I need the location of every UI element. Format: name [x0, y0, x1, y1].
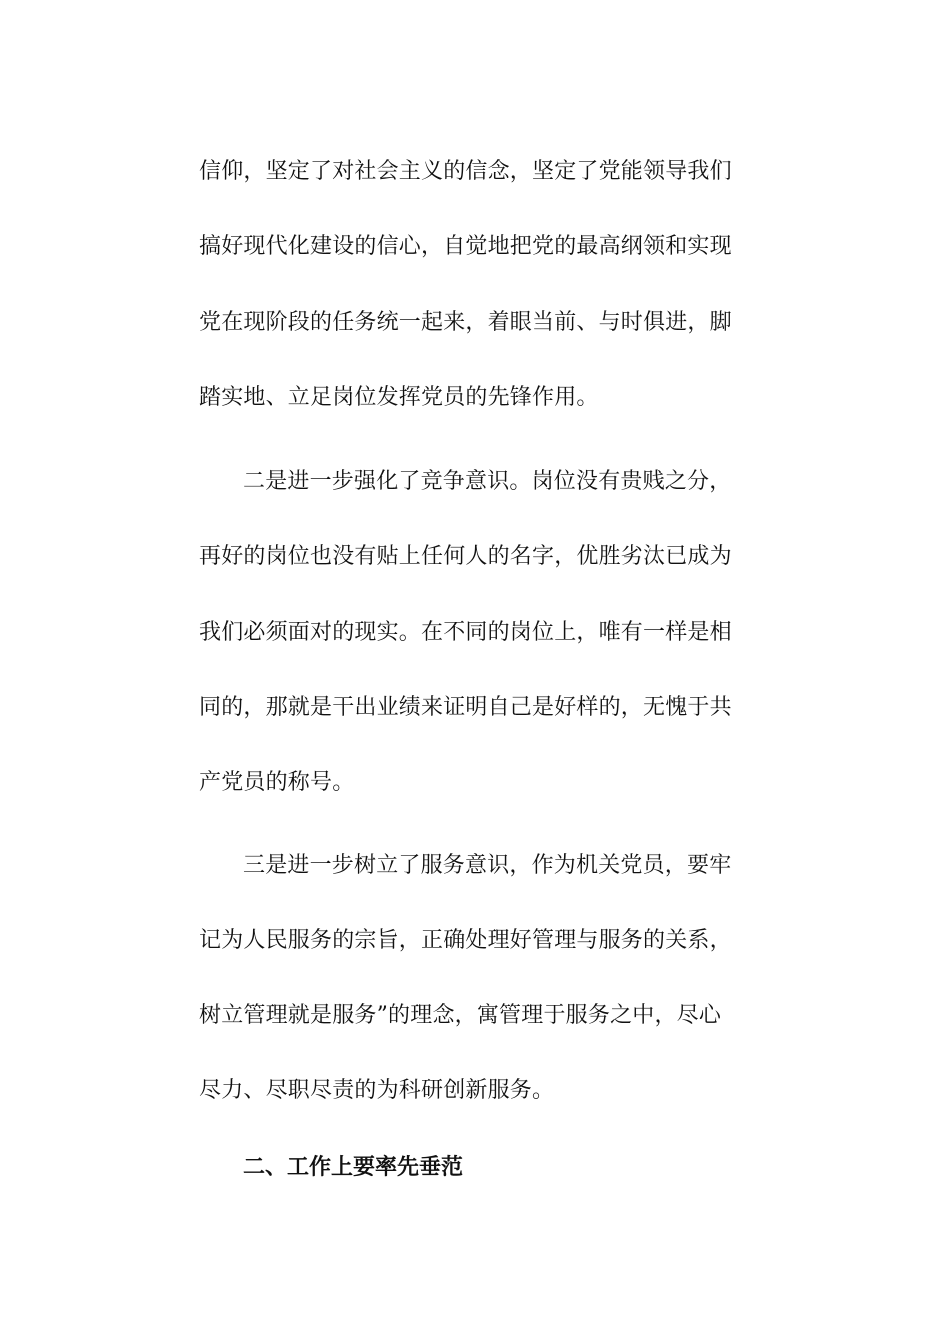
paragraph-2-line-1: 二是进一步强化了竞争意识。岗位没有贵贱之分，: [243, 469, 732, 494]
paragraph-1-line-4: 踏实地、立足岗位发挥党员的先锋作用。: [199, 385, 599, 410]
section-heading: 二、工作上要率先垂范: [243, 1155, 464, 1180]
paragraph-2-line-3: 我们必须面对的现实。在不同的岗位上，唯有一样是相: [199, 620, 732, 645]
paragraph-1-line-3: 党在现阶段的任务统一起来，着眼当前、与时俱进，脚: [199, 310, 732, 335]
paragraph-2-line-2: 再好的岗位也没有贴上任何人的名字，优胜劣汰已成为: [199, 544, 732, 569]
paragraph-3-line-2: 记为人民服务的宗旨，正确处理好管理与服务的关系，: [199, 928, 732, 953]
paragraph-2-line-4: 同的，那就是干出业绩来证明自己是好样的，无愧于共: [199, 695, 732, 720]
paragraph-1-line-2: 搞好现代化建设的信心，自觉地把党的最高纲领和实现: [199, 234, 732, 259]
paragraph-3-line-3: 树立管理就是服务”的理念，寓管理于服务之中，尽心: [199, 1003, 722, 1028]
paragraph-3-line-4: 尽力、尽职尽责的为科研创新服务。: [199, 1078, 555, 1103]
paragraph-1-line-1: 信仰，坚定了对社会主义的信念，坚定了党能领导我们: [199, 159, 732, 184]
paragraph-3-line-1: 三是进一步树立了服务意识，作为机关党员，要牢: [243, 853, 732, 878]
paragraph-2-line-5: 产党员的称号。: [199, 770, 355, 795]
